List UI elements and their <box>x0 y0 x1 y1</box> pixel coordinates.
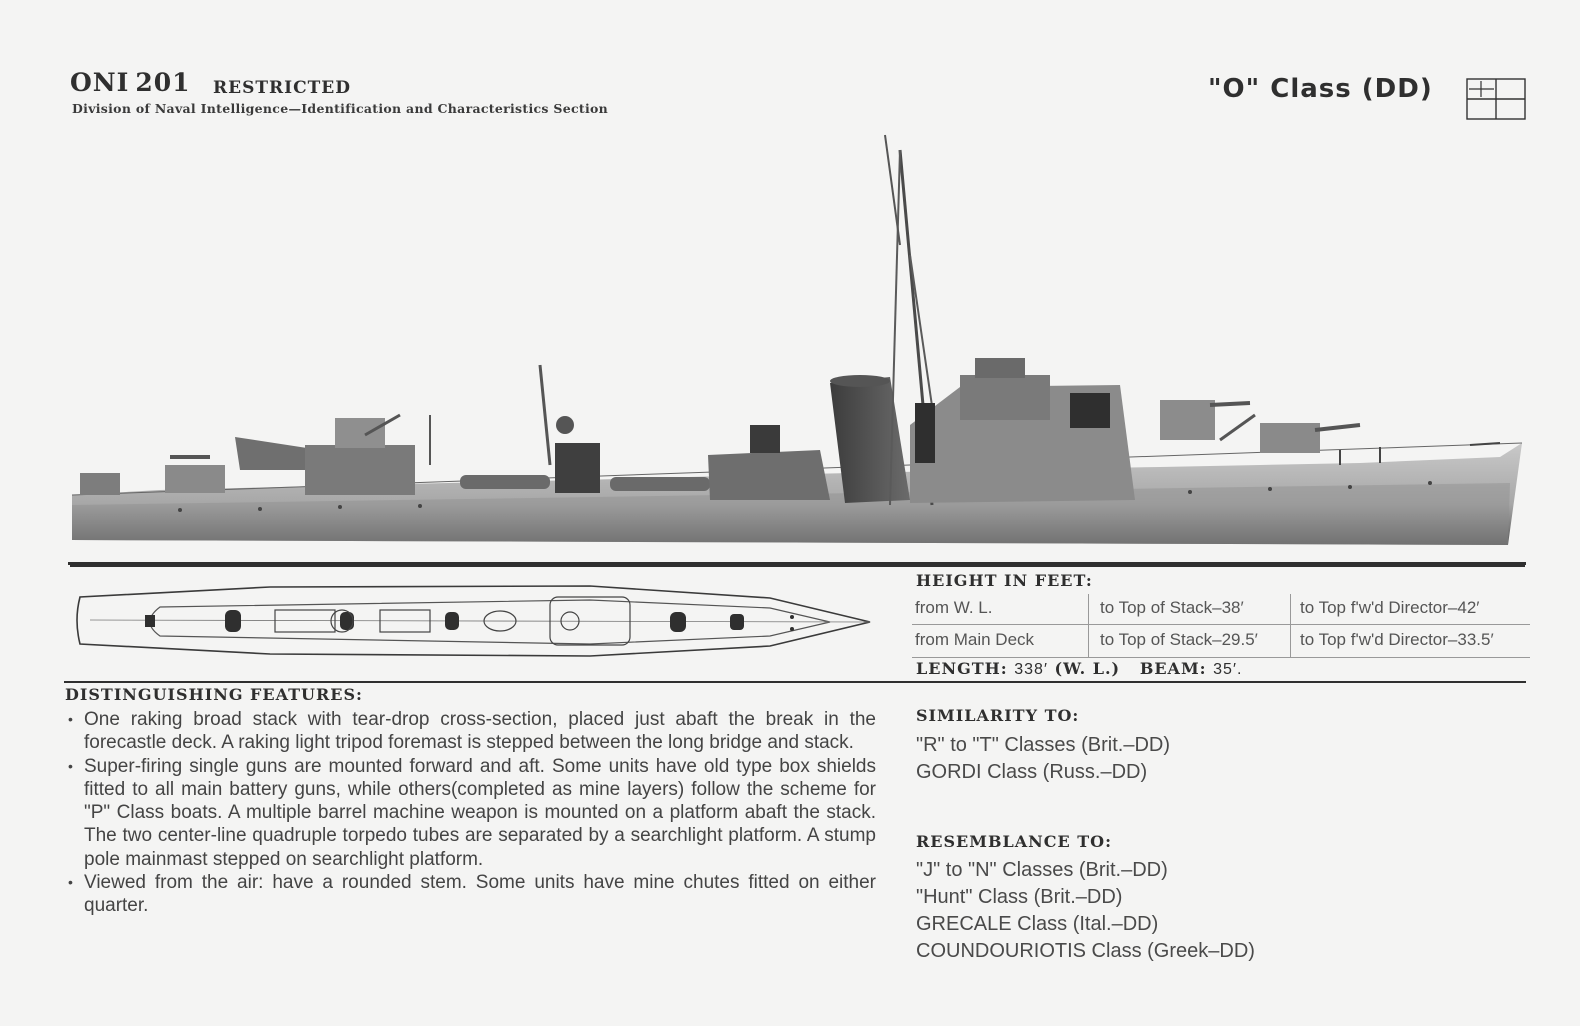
beam-value: 35′. <box>1213 661 1243 678</box>
feature-item: • One raking broad stack with tear-drop cross-section, placed just abaft the break in the forecastle deck. A raking light tripod foremast is stepped between the long bridge and stack. <box>66 708 876 755</box>
row-wl-director: to Top f'w'd Director–42′ <box>1300 598 1480 617</box>
resemblance-item: "Hunt" Class (Brit.–DD) <box>916 886 1123 908</box>
resemblance-item: COUNDOURIOTIS Class (Greek–DD) <box>916 940 1255 962</box>
resemblance-item: "J" to "N" Classes (Brit.–DD) <box>916 859 1168 881</box>
doc-id <box>70 68 191 97</box>
length-value: 338′ <box>1014 661 1048 678</box>
ship-plan-view-illustration <box>70 572 880 670</box>
row-deck-director: to Top f'w'd Director–33.5′ <box>1300 630 1494 649</box>
features-list <box>66 708 876 918</box>
classification-label: RESTRICTED <box>213 78 351 98</box>
doc-number: 201 <box>135 68 191 97</box>
beam-label: BEAM: <box>1139 659 1207 678</box>
resemblance-item: GRECALE Class (Ital.–DD) <box>916 913 1159 935</box>
feature-item: • Super-firing single guns are mounted forward and aft. Some units have old type box shields fitted to all main battery guns, while others(completed as mine layers) follow the scheme for "P" Class boats. A multiple barrel machine weapon is mounted on a platform abaft the stack. The two center-line quadruple torpedo tubes are separated by a searchlight platform. A stump pole mainmast stepped on searchlight platform. <box>66 755 876 871</box>
divider-bottom <box>64 681 1526 683</box>
row-deck-stack: to Top of Stack–29.5′ <box>1100 630 1258 649</box>
table-col-divider <box>1088 594 1089 658</box>
similarity-item: GORDI Class (Russ.–DD) <box>916 761 1148 783</box>
resemblance-list <box>916 857 1255 965</box>
doc-id-prefix: ONI <box>70 68 130 97</box>
length-unit: (W. L.) <box>1054 659 1121 678</box>
similarity-title: SIMILARITY TO: <box>916 706 1080 725</box>
resemblance-title: RESEMBLANCE TO: <box>916 832 1113 851</box>
length-label: LENGTH: <box>916 659 1008 678</box>
division-line: Division of Naval Intelligence—Identification and Characteristics Section <box>72 101 609 116</box>
height-table <box>912 594 1530 658</box>
row-wl-stack: to Top of Stack–38′ <box>1100 598 1244 617</box>
similarity-item: "R" to "T" Classes (Brit.–DD) <box>916 734 1170 756</box>
similarity-list <box>916 732 1170 786</box>
table-row-divider <box>912 624 1530 625</box>
dimensions-line <box>916 659 1242 679</box>
class-title: "O" Class (DD) <box>1208 74 1433 104</box>
row-label-main-deck: from Main Deck <box>915 630 1035 649</box>
ship-profile-illustration <box>60 125 1535 570</box>
features-title: DISTINGUISHING FEATURES: <box>65 685 363 704</box>
flag-icon <box>1466 78 1526 120</box>
height-table-title: HEIGHT IN FEET: <box>916 571 1093 590</box>
table-col-divider <box>1290 594 1291 658</box>
row-label-wl: from W. L. <box>915 598 993 617</box>
table-row-divider <box>912 657 1530 658</box>
divider-top <box>68 562 1526 565</box>
feature-item: • Viewed from the air: have a rounded stem. Some units have mine chutes fitted on either quarter. <box>66 871 876 918</box>
